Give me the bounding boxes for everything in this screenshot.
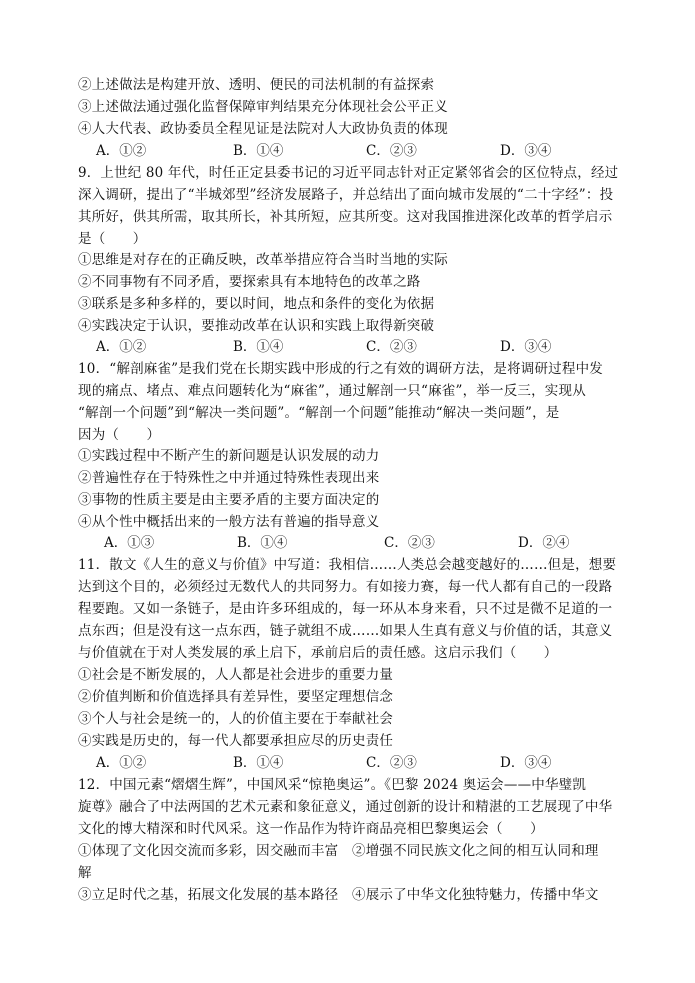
q10-stem-line-4: 因为（ ）	[78, 427, 161, 443]
q8-option-d: D．③④	[500, 143, 552, 159]
q9-option-a: A．①②	[96, 339, 147, 355]
q12-stem-line-3: 文化的博大精深和时代风采。这一作品作为特许商品亮相巴黎奥运会（ ）	[78, 821, 544, 837]
q12-stem-line-1: 12．中国元素“熠熠生辉”，中国风采“惊艳奥运”。《巴黎 2024 奥运会——中华璧凯	[78, 777, 587, 793]
q9-option-d: D．③④	[500, 339, 552, 355]
q10-statement-2: ②普遍性存在于特殊性之中并通过特殊性表现出来	[78, 470, 380, 486]
q9-option-b: B．①④	[233, 339, 284, 355]
q10-option-c: C．②③	[384, 535, 435, 551]
q8-option-a: A．①②	[96, 143, 147, 159]
q12-statement-row-3: ③立足时代之基，拓展文化发展的基本路径 ④展示了中华文化独特魅力，传播中华文	[78, 887, 599, 903]
q8-statement-2: ②上述做法是构建开放、透明、便民的司法机制的有益探索	[78, 77, 435, 93]
q11-option-d: D．③④	[500, 755, 552, 771]
q11-stem-line-3: 程要跑。又如一条链子，是由许多环组成的，每一环从本身来看，只不过是微不足道的一	[78, 601, 613, 617]
q10-option-d: D．②④	[518, 535, 570, 551]
q11-statement-2: ②价值判断和价值选择具有差异性，要坚定理想信念	[78, 689, 394, 705]
q9-stem-line-1: 9．上世纪 80 年代，时任正定县委书记的习近平同志针对正定紧邻省会的区位特点，经过	[78, 165, 619, 181]
q8-option-b: B．①④	[233, 143, 284, 159]
q10-option-b: B．①④	[237, 535, 288, 551]
q10-statement-3: ③事物的性质主要是由主要矛盾的主要方面决定的	[78, 492, 380, 508]
q11-stem-line-5: 与价值就在于对人类发展的承上启下，承前启后的责任感。这启示我们（ ）	[78, 645, 558, 661]
q8-statement-4: ④人大代表、政协委员全程见证是法院对人大政协负责的体现	[78, 121, 448, 137]
q9-option-c: C．②③	[366, 339, 417, 355]
q11-stem-line-2: 达到这个目的，必须经过无数代人的共同努力。有如接力赛，每一代人都有自己的一段路	[78, 579, 613, 595]
q10-option-a: A．①③	[104, 535, 155, 551]
q8-option-c: C．②③	[366, 143, 417, 159]
q9-statement-3: ③联系是多种多样的，要以时间，地点和条件的变化为依据	[78, 296, 435, 312]
q12-statement-row-1: ①体现了文化因交流而多彩，因交融而丰富 ②增强不同民族文化之间的相互认同和理	[78, 843, 599, 859]
q10-stem-line-2: 现的痛点、堵点、难点问题转化为“麻雀”，通过解剖一只“麻雀”，举一反三，实现从	[78, 383, 586, 399]
q10-statement-1: ①实践过程中不断产生的新问题是认识发展的动力	[78, 448, 380, 464]
q9-statement-4: ④实践决定于认识，要推动改革在认识和实践上取得新突破	[78, 318, 435, 334]
q11-option-c: C．②③	[366, 755, 417, 771]
q12-stem-line-2: 旋尊》融合了中法两国的艺术元素和象征意义，通过创新的设计和精湛的工艺展现了中华	[78, 799, 613, 815]
q11-stem-line-1: 11．散文《人生的意义与价值》中写道：我相信……人类总会越变越好的……但是，想要	[78, 557, 617, 573]
q10-statement-4: ④从个性中概括出来的一般方法有普遍的指导意义	[78, 514, 380, 530]
q11-statement-1: ①社会是不断发展的，人人都是社会进步的重要力量	[78, 667, 394, 683]
q10-stem-line-1: 10．“解剖麻雀”是我们党在长期实践中形成的行之有效的调研方法，是将调研过程中发	[78, 361, 603, 377]
q9-stem-line-3: 其所好，供其所需，取其所长，补其所短，应其所变。这对我国推进深化改革的哲学启示	[78, 209, 613, 225]
q10-stem-line-3: “解剖一个问题”到“解决一类问题”。“解剖一个问题”能推动“解决一类问题”，是	[78, 405, 560, 421]
q9-stem-line-4: 是（ ）	[78, 231, 147, 247]
q9-statement-2: ②不同事物有不同矛盾，要探索具有本地特色的改革之路	[78, 274, 421, 290]
q11-statement-4: ④实践是历史的，每一代人都要承担应尽的历史责任	[78, 733, 394, 749]
q12-statement-row-2: 解	[78, 865, 92, 881]
q11-statement-3: ③个人与社会是统一的，人的价值主要在于奉献社会	[78, 711, 394, 727]
q9-stem-line-2: 深入调研，提出了“半城郊型”经济发展路子，并总结出了面向城市发展的“二十字经”：投	[78, 187, 614, 203]
q9-statement-1: ①思维是对存在的正确反映，改革举措应符合当时当地的实际	[78, 252, 448, 268]
q11-option-b: B．①④	[233, 755, 284, 771]
q11-stem-line-4: 点东西；但是没有这一点东西，链子就组不成……如果人生真有意义与价值的话，其意义	[78, 623, 613, 639]
q8-statement-3: ③上述做法通过强化监督保障审判结果充分体现社会公平正义	[78, 99, 448, 115]
q11-option-a: A．①②	[96, 755, 147, 771]
